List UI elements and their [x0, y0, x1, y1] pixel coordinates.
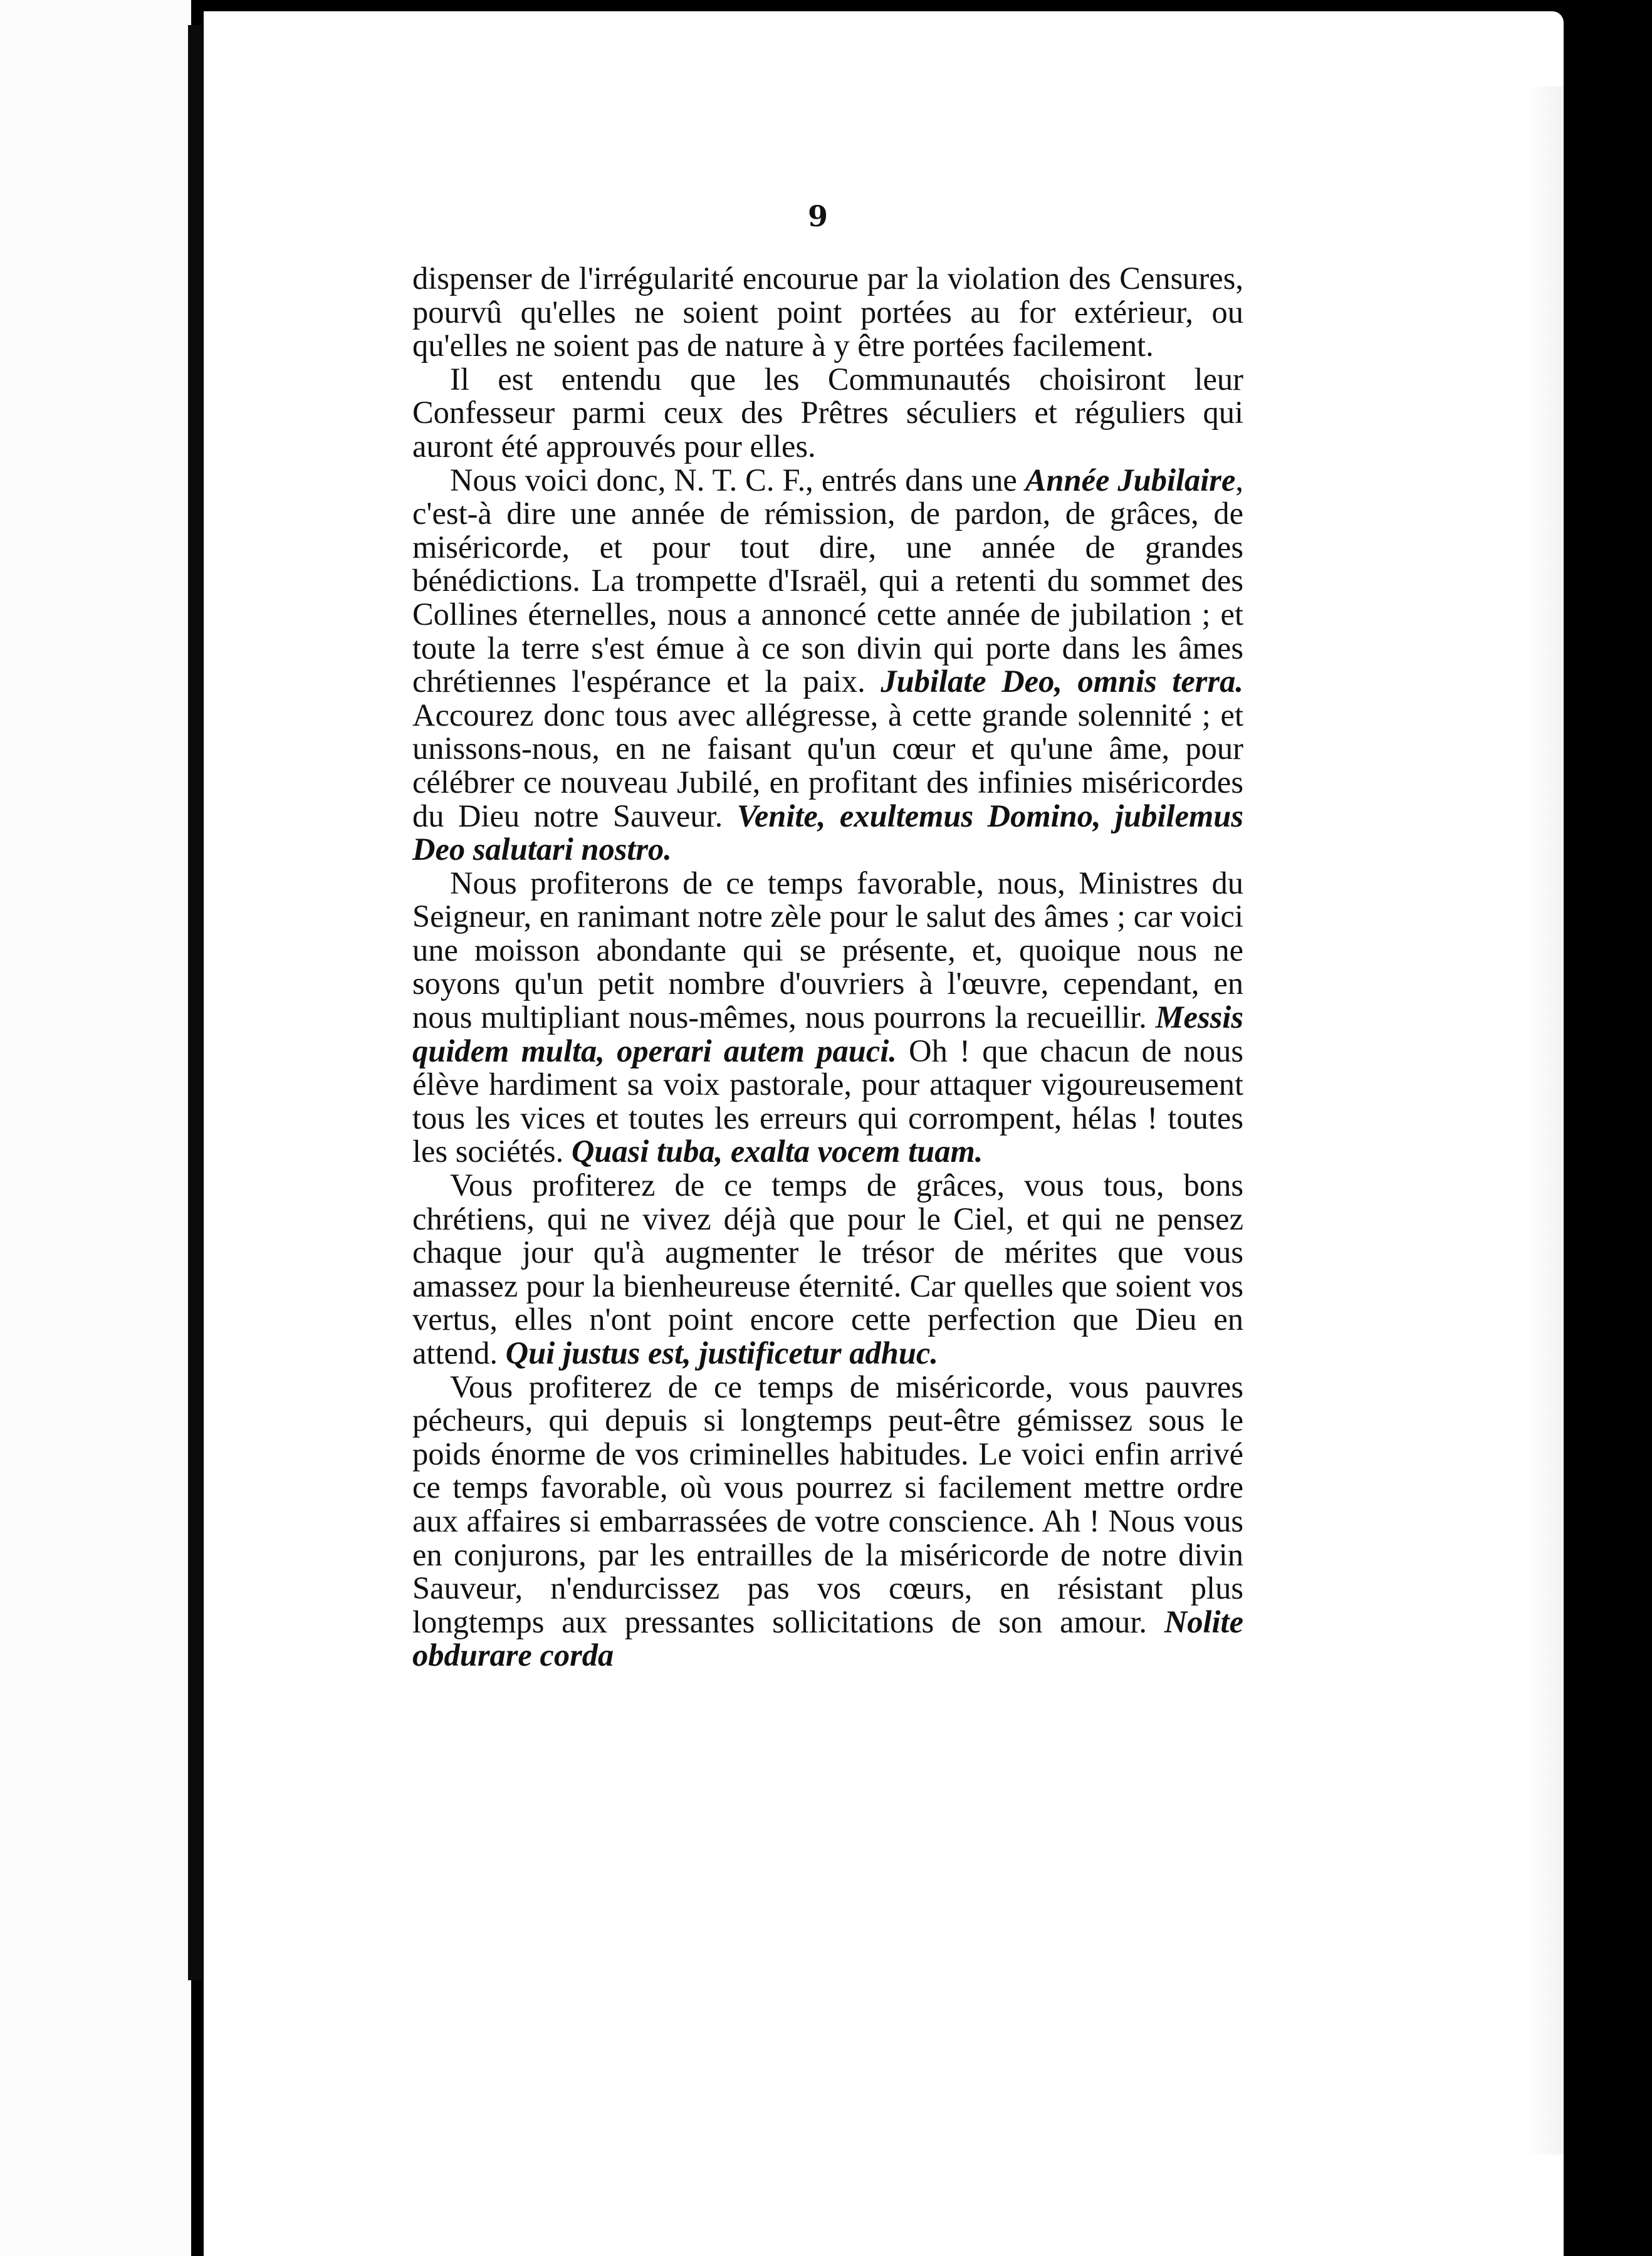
paragraph-text: Vous profiterez de ce temps de grâces, vous tous, bons chrétiens, qui ne vivez déjà que pour le Ciel, et qui ne pensez chaque jour qu'à augmenter le trésor de mérites que vous amassez pour la bienheureuse éternité. Car quelles que soient vos vertus, elles n'ont point encore cette perfection que Dieu en attend. — [412, 1167, 1243, 1371]
paragraph-text: dispenser de l'irrégularité encourue par la violation des Censures, pourvû qu'elles ne soient point portées au for extérieur, ou qu'elles ne soient pas de nature à y être portées facilement. — [412, 261, 1243, 363]
binding-gutter — [188, 25, 202, 1980]
page-number: 9 — [807, 199, 828, 233]
paragraph-text: , c'est-à dire une année de rémission, de pardon, de grâces, de miséricorde, et pour tout dire, une année de grandes bénédictions. La trompette d'Israël, qui a retenti du sommet des Collines éternelles, nous a annoncé cette année de jubilation ; et toute la terre s'est émue à ce son divin qui porte dans les âmes chrétiennes l'espérance et la paix. — [412, 462, 1243, 699]
latin-phrase: Messis quidem multa, operari autem pauci. — [412, 1000, 1243, 1068]
body-text — [412, 262, 1243, 1673]
paragraph-6 — [412, 1371, 1243, 1673]
paragraph-2 — [412, 363, 1243, 464]
latin-phrase: Venite, exultemus Domino, jubilemus Deo salutari nostro. — [412, 798, 1243, 867]
paragraph-4 — [412, 867, 1243, 1169]
paragraph-text: Il est entendu que les Communautés choisiront leur Confesseur parmi ceux des Prêtres séculiers et réguliers qui auront été approuvés pour elles. — [412, 361, 1243, 464]
latin-phrase: Quasi tuba, exalta vocem tuam. — [571, 1134, 983, 1169]
page-shadow — [1526, 86, 1564, 2154]
paragraph-text: Vous profiterez de ce temps de miséricorde, vous pauvres pécheurs, qui depuis si longtemps peut-être gémissez sous le poids énorme de vos criminelles habitudes. Le voici enfin arrivé ce temps favorable, où vous pourrez si facilement mettre ordre aux affaires si embarrassées de votre conscience. Ah ! Nous vous en conjurons, par les entrailles de la miséricorde de notre divin Sauveur, n'endurcissez pas vos cœurs, en résistant plus longtemps aux pressantes sollicitations de son amour. — [412, 1369, 1243, 1639]
latin-phrase: Nolite obdurare corda — [412, 1604, 1243, 1673]
paragraph-text: Nous profiterons de ce temps favorable, nous, Ministres du Seigneur, en ranimant notre zèle pour le salut des âmes ; car voici une moisson abondante qui se présente, et, quoique nous ne soyons qu'un petit nombre d'ouvriers à l'œuvre, cependant, en nous multipliant nous-mêmes, nous pourrons la recueillir. — [412, 865, 1243, 1035]
paragraph-text: Nous voici donc, N. T. C. F., entrés dans une — [450, 462, 1025, 498]
paragraph-5 — [412, 1169, 1243, 1371]
latin-phrase: Qui justus est, justificetur adhuc. — [505, 1335, 938, 1371]
paragraph-text: Oh ! que chacun de nous élève hardiment sa voix pastorale, pour attaquer vigoureusement tous les vices et toutes les erreurs qui corrompent, hélas ! toutes les sociétés. — [412, 1033, 1243, 1169]
paragraph-1 — [412, 262, 1243, 363]
paragraph-text: Accourez donc tous avec allégresse, à cette grande solennité ; et unissons-nous, en ne faisant qu'un cœur et qu'une âme, pour célébrer ce nouveau Jubilé, en profitant des infinies miséricordes du Dieu notre Sauveur. — [412, 697, 1243, 833]
latin-phrase: Année Jubilaire — [1025, 462, 1236, 498]
latin-phrase: Jubilate Deo, omnis terra. — [881, 664, 1243, 699]
paragraph-3 — [412, 464, 1243, 867]
facing-page-edge — [0, 0, 191, 2256]
